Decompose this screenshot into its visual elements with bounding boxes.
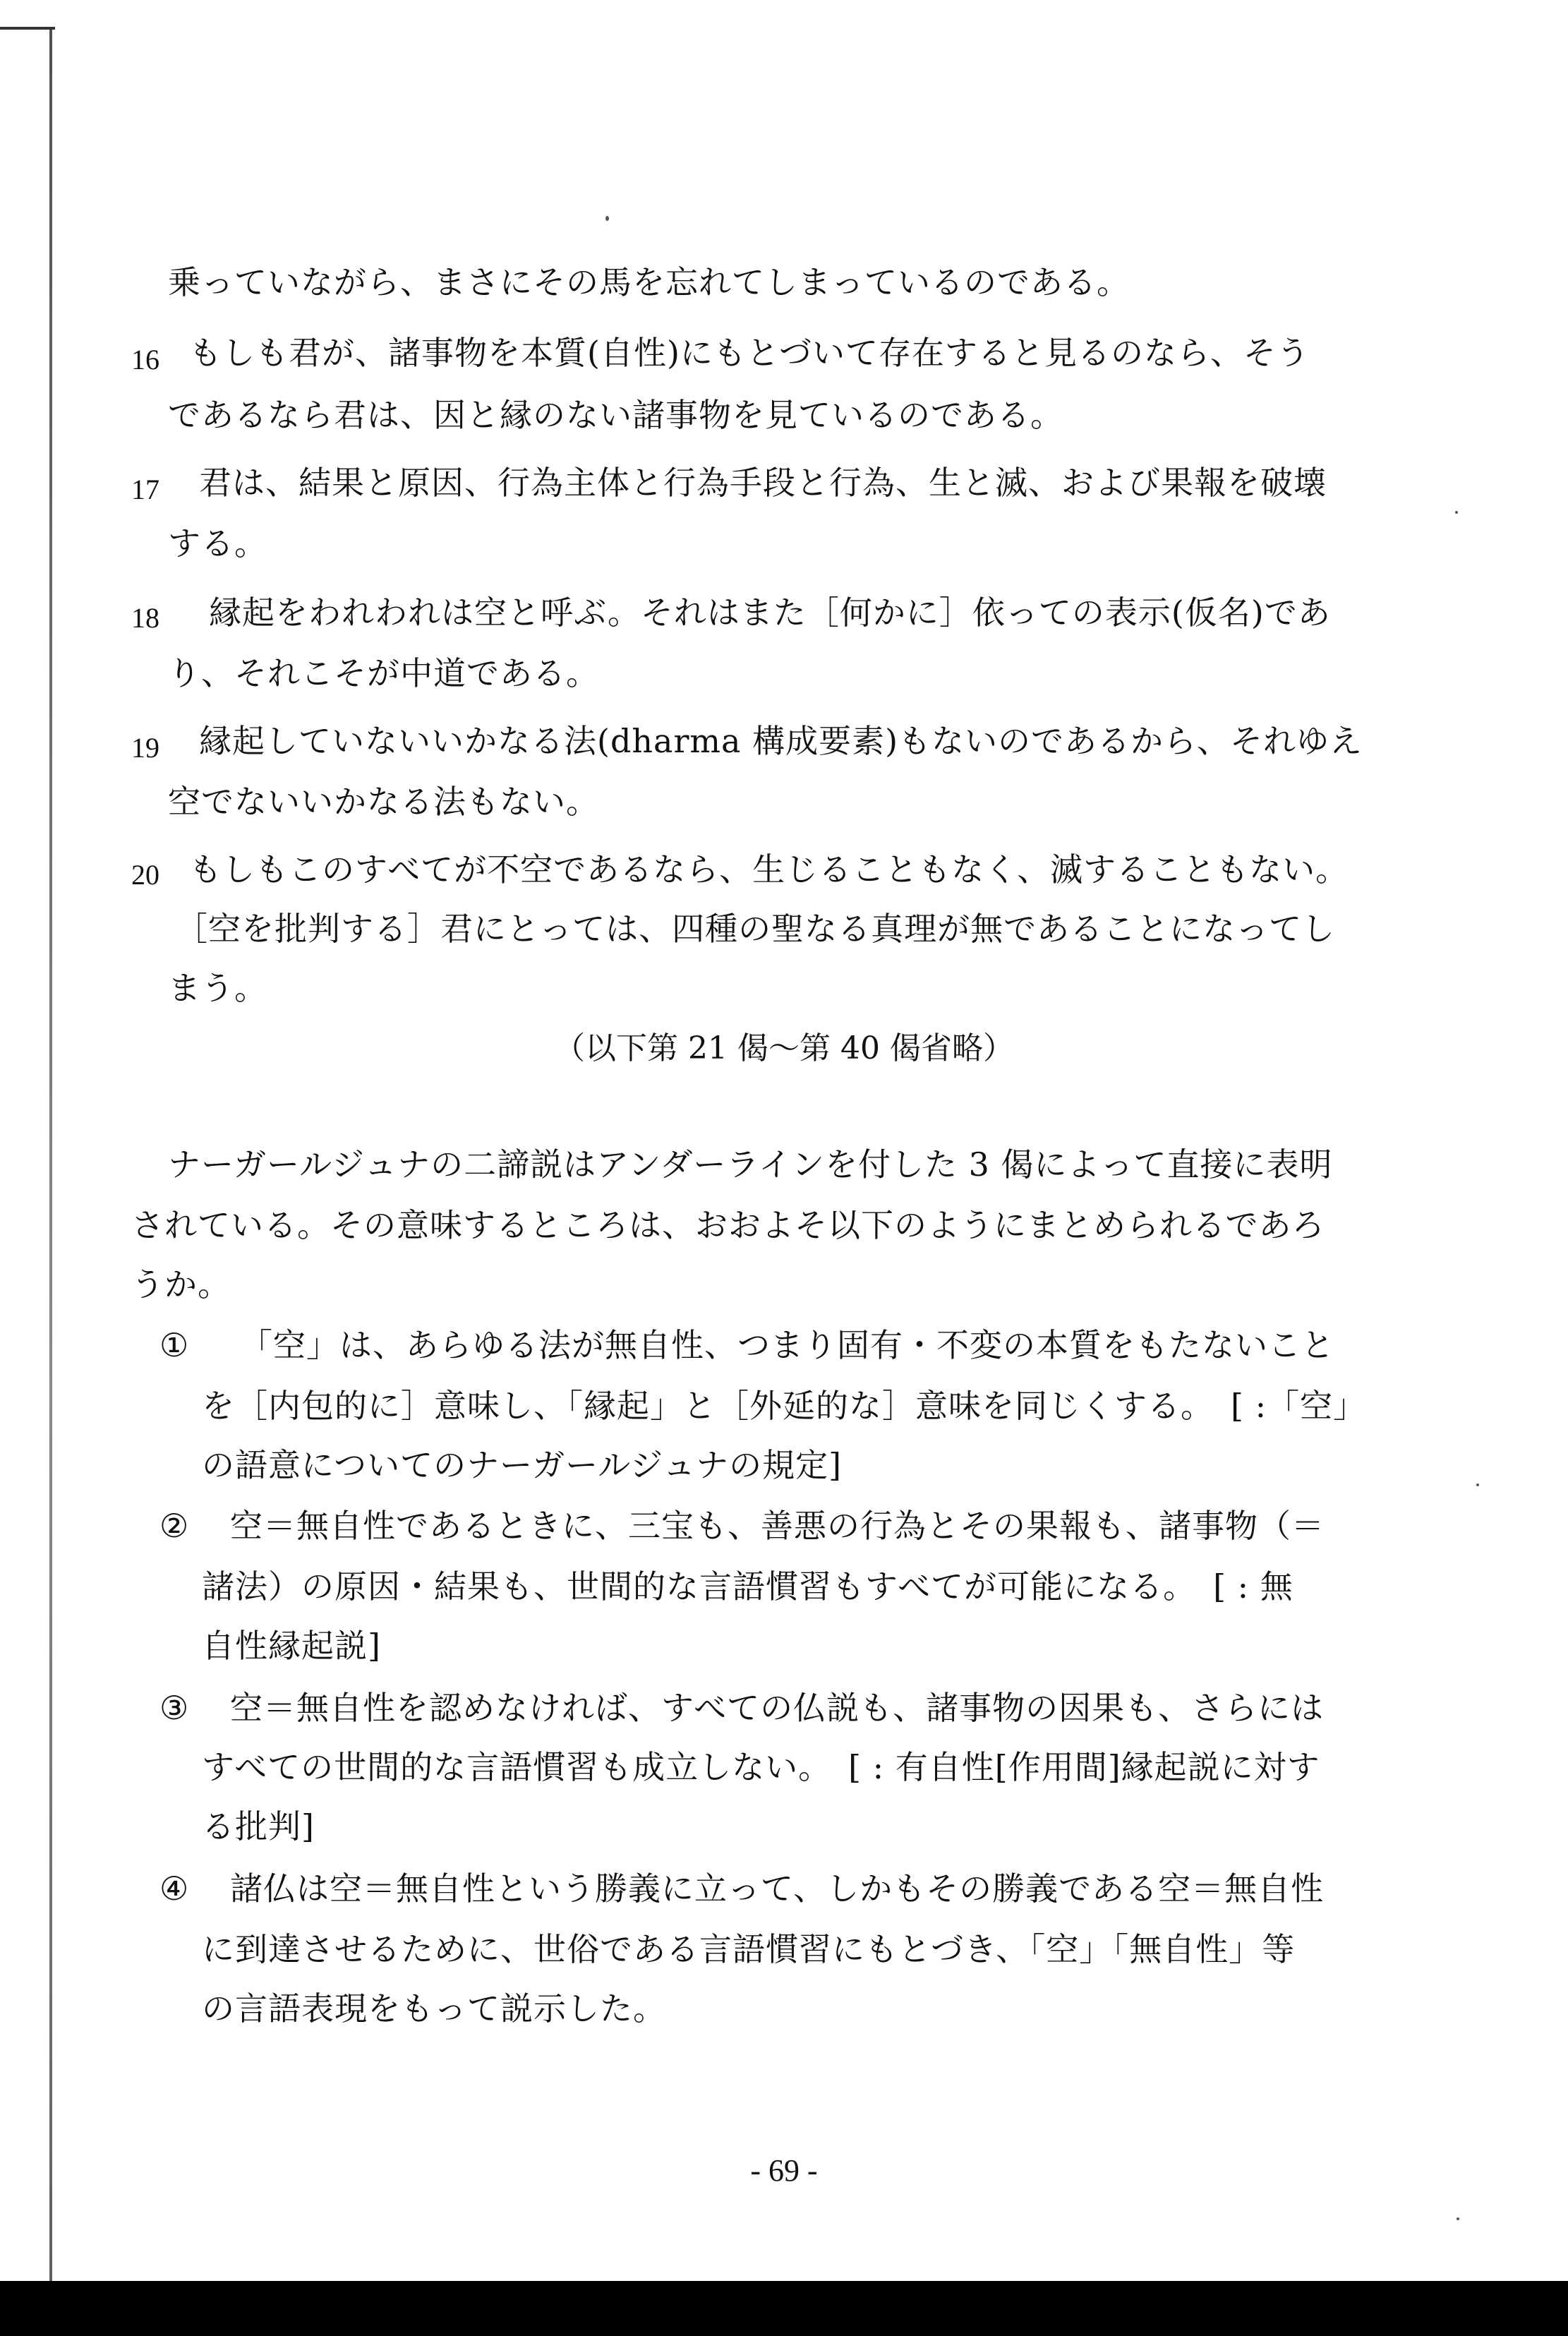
verse-line: する。 xyxy=(168,524,267,562)
verse-line: 縁起をわれわれは空と呼ぶ。それはまた［何かに］依っての表示(仮名)であ xyxy=(209,594,1331,632)
point-line: すべての世間的な言語慣習も成立しない。 [ : 有自性[作用間]縁起説に対す xyxy=(202,1748,1320,1786)
verse-line: もしも君が、諸事物を本質(自性)にもとづいて存在すると見るのなら、そう xyxy=(189,334,1310,372)
point-line: に到達させるために、世俗である言語慣習にもとづき、「空」「無自性」等 xyxy=(202,1930,1296,1968)
point-marker: ② xyxy=(159,1507,189,1545)
point-line: 「空」は、あらゆる法が無自性、つまり固有・不変の本質をもたないこと xyxy=(240,1326,1334,1364)
omitted-verses-note: （以下第 21 偈～第 40 偈省略） xyxy=(554,1030,1014,1066)
verse-line: もしもこのすべてが不空であるなら、生じることもなく、滅することもない。 xyxy=(189,850,1349,889)
verse-line: り、それこそが中道である。 xyxy=(168,654,599,692)
verse-line: 君は、結果と原因、行為主体と行為手段と行為、生と滅、および果報を破壊 xyxy=(199,464,1327,502)
page-number: - 69 - xyxy=(750,2153,818,2188)
verse-line: 縁起していないいかなる法(dharma 構成要素)もないのであるから、それゆえ xyxy=(199,722,1363,760)
point-line: の言語表現をもって説示した。 xyxy=(202,1989,666,2028)
point-marker: ③ xyxy=(159,1689,189,1727)
verse-15-continuation: 乗っていながら、まさにその馬を忘れてしまっているのである。 xyxy=(168,263,1130,301)
verse-number: 16 xyxy=(131,344,159,375)
verse-line: 空でないいかなる法もない。 xyxy=(168,783,599,821)
point-line: の語意についてのナーガールジュナの規定] xyxy=(202,1446,843,1484)
verse-number: 17 xyxy=(131,474,159,505)
verse-number: 18 xyxy=(131,602,159,634)
verse-number: 20 xyxy=(131,859,159,891)
scan-speck xyxy=(1455,511,1458,514)
scan-corner-mark xyxy=(0,27,55,30)
point-line: 空＝無自性であるときに、三宝も、善悪の行為とその果報も、諸事物（＝ xyxy=(230,1507,1325,1545)
point-line: 諸仏は空＝無自性という勝義に立って、しかもその勝義である空＝無自性 xyxy=(230,1870,1325,1908)
point-line: を［内包的に］意味し、「縁起」と［外延的な］意味を同じくする。 [ :「空」 xyxy=(202,1387,1367,1425)
scan-binding-edge xyxy=(49,28,52,2301)
point-marker: ① xyxy=(159,1326,189,1364)
verse-line: であるなら君は、因と縁のない諸事物を見ているのである。 xyxy=(168,396,1063,434)
scan-speck xyxy=(1476,1483,1479,1486)
verse-number: 19 xyxy=(131,732,159,764)
intro-paragraph-line: されている。その意味するところは、おおよそ以下のようにまとめられるであろ xyxy=(131,1206,1325,1244)
point-line: 自性縁起説] xyxy=(202,1627,381,1665)
scan-speck xyxy=(1457,2217,1459,2220)
point-line: 空＝無自性を認めなければ、すべての仏説も、諸事物の因果も、さらには xyxy=(230,1689,1325,1727)
scan-speck xyxy=(605,216,609,221)
verse-line: まう。 xyxy=(168,969,267,1007)
point-line: る批判] xyxy=(202,1807,315,1846)
verse-line: ［空を批判する］君にとっては、四種の聖なる真理が無であることになってし xyxy=(175,910,1336,948)
scan-bottom-edge xyxy=(0,2281,1568,2336)
point-marker: ④ xyxy=(159,1870,189,1908)
intro-paragraph-line: うか。 xyxy=(131,1265,231,1304)
point-line: 諸法）の原因・結果も、世間的な言語慣習もすべてが可能になる。 [ : 無 xyxy=(202,1567,1293,1606)
intro-paragraph-line: ナーガールジュナの二諦説はアンダーラインを付した 3 偈によって直接に表明 xyxy=(168,1145,1333,1184)
